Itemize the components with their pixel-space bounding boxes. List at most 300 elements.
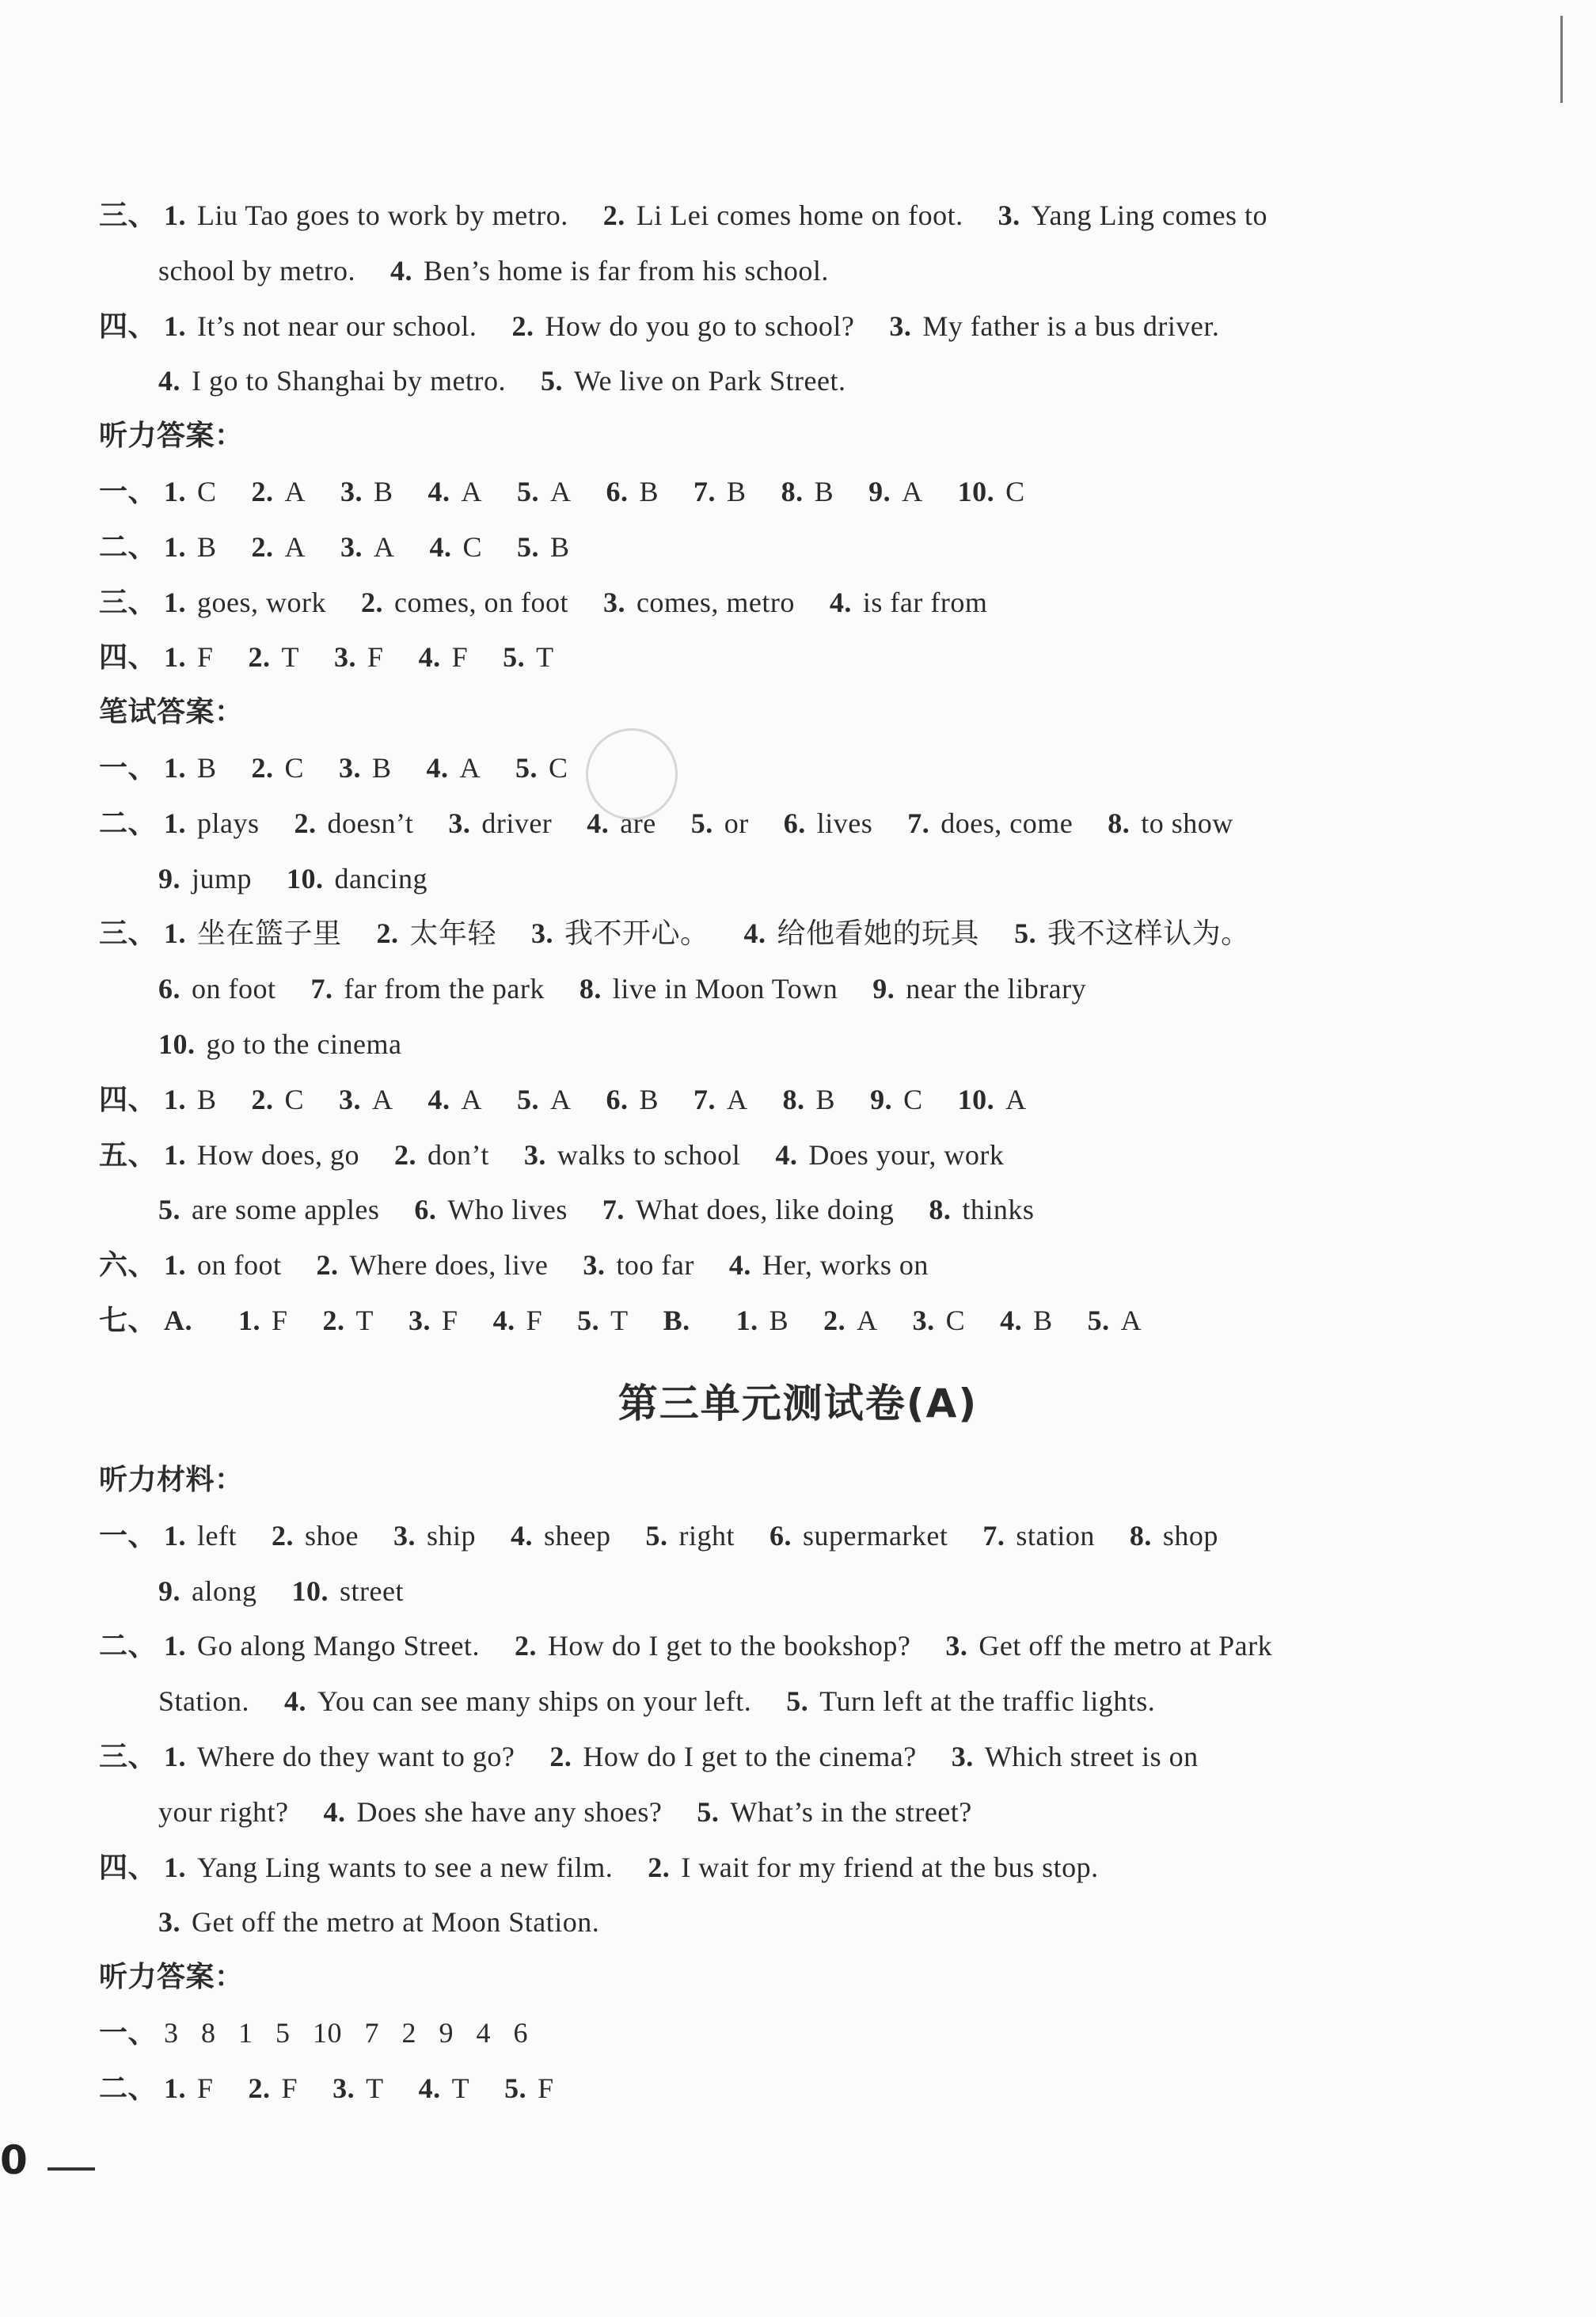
item-text: B: [1033, 1305, 1053, 1336]
item-number: 3.: [332, 2072, 355, 2104]
item-number: 3.: [408, 1305, 431, 1336]
item-text: C: [284, 1083, 305, 1115]
answer-item: [158, 1788, 288, 1836]
answer-item: [340, 523, 395, 571]
item-number: 1.: [164, 917, 186, 950]
item-text: A: [284, 476, 306, 507]
answer-item: [602, 1186, 894, 1233]
answer-item: [340, 468, 393, 515]
item-text: goes, work: [197, 586, 326, 618]
answer-item: [493, 1297, 543, 1344]
item-number: 5.: [577, 1305, 600, 1336]
section-label: 二、: [99, 807, 158, 840]
item-number: 2.: [549, 1741, 572, 1772]
item-text: 我不开心。: [564, 917, 709, 951]
item-text: supermarket: [802, 1519, 948, 1552]
item-text: Yang Ling comes to: [1031, 199, 1267, 231]
answer-item: [158, 247, 355, 294]
item-number: 2.: [360, 586, 383, 618]
subsection-heading: 听力答案：: [99, 1961, 244, 1994]
item-number: 10.: [287, 862, 324, 895]
item-text: doesn’t: [327, 807, 414, 839]
item-text: T: [355, 1305, 374, 1336]
answer-item: [311, 965, 545, 1012]
item-number: 1.: [164, 1741, 186, 1772]
item-text: A: [727, 1083, 748, 1115]
text-line: [158, 1677, 1155, 1725]
text-line: [99, 1297, 1142, 1345]
item-number: 1.: [164, 1138, 186, 1171]
text-line: [99, 302, 1219, 351]
item-number: 7.: [694, 1083, 716, 1115]
answer-item: [164, 1076, 217, 1123]
answer-item: [907, 800, 1073, 847]
item-text: live in Moon Town: [612, 973, 838, 1005]
answer-item: [524, 1131, 740, 1179]
item-text: C: [284, 752, 305, 784]
answer-item: [158, 1186, 379, 1233]
answer-item: [428, 468, 483, 515]
item-text: 太年轻: [409, 917, 497, 951]
answer-item: [419, 2064, 470, 2112]
item-number: 8.: [781, 476, 804, 507]
answer-item: [390, 247, 829, 294]
item-text: your right?: [158, 1795, 289, 1828]
text-line: [99, 1844, 1099, 1892]
item-text: far from the park: [344, 973, 545, 1005]
answer-item: [868, 468, 923, 515]
answer-item: [1014, 910, 1250, 958]
item-text: 给他看她的玩具: [777, 917, 980, 951]
item-text: 我不这样认为。: [1047, 917, 1250, 951]
item-number: 10.: [957, 1083, 995, 1115]
text-line: [99, 523, 570, 572]
answer-item: [377, 910, 497, 958]
item-text: It’s not near our school.: [197, 310, 477, 342]
answer-item: [287, 855, 428, 902]
item-text: B: [769, 1305, 789, 1336]
item-number: 2.: [251, 476, 274, 507]
answer-item: [998, 192, 1267, 239]
text-line: [99, 1076, 1027, 1124]
item-number: 3.: [945, 1630, 968, 1662]
item-number: 3.: [339, 1083, 362, 1115]
item-number: 6.: [783, 807, 806, 839]
page-number-dash: [48, 2167, 95, 2171]
answer-item: [164, 1844, 613, 1891]
item-number: 8.: [782, 1083, 805, 1115]
item-text: B: [727, 476, 747, 507]
item-text: Does she have any shoes?: [356, 1795, 663, 1828]
item-number: 4.: [426, 752, 449, 784]
item-number: 4.: [284, 1685, 307, 1718]
item-number: 1.: [164, 530, 186, 563]
answer-item: [531, 910, 709, 958]
answer-item: [158, 965, 276, 1012]
item-text: F: [451, 641, 469, 674]
item-number: 2.: [648, 1851, 671, 1883]
item-text: jump: [192, 862, 253, 895]
item-number: 3.: [158, 1906, 180, 1939]
item-number: 1.: [164, 641, 186, 674]
text-line: [158, 1186, 1034, 1233]
item-number: 9.: [868, 476, 891, 507]
item-number: 1.: [238, 1305, 260, 1336]
answer-item: [1108, 800, 1233, 847]
item-text: Go along Mango Street.: [197, 1630, 480, 1662]
item-text: go to the cinema: [206, 1028, 402, 1060]
item-text: B: [815, 1083, 836, 1115]
item-text: left: [197, 1519, 237, 1552]
answer-item: [775, 1131, 1004, 1179]
item-number: 2.: [602, 199, 625, 231]
item-number: 8.: [579, 973, 602, 1005]
item-number: 10.: [291, 1574, 329, 1607]
answer-item: [252, 744, 305, 792]
item-text: dancing: [334, 862, 428, 895]
answer-item: [786, 1677, 1155, 1725]
answer-item: [164, 633, 214, 681]
item-number: 5.: [517, 530, 540, 563]
item-number: 4.: [728, 1249, 751, 1282]
answer-item: [164, 1297, 203, 1344]
item-number: 2.: [316, 1249, 339, 1282]
item-number: 7.: [602, 1194, 625, 1226]
item-text: How do I get to the bookshop?: [547, 1630, 911, 1662]
answer-item: [729, 1241, 929, 1289]
item-text: station: [1016, 1519, 1095, 1552]
item-text: Li Lei comes home on foot.: [636, 199, 963, 231]
section-label: 二、: [99, 530, 158, 564]
subsection-heading: 笔试答案：: [99, 696, 244, 729]
item-number: 1.: [735, 1305, 758, 1336]
item-number: 2.: [294, 807, 317, 839]
item-number: 5.: [786, 1685, 809, 1718]
item-number: 5.: [645, 1519, 668, 1552]
answer-item: [164, 468, 217, 515]
answer-item: [164, 744, 217, 792]
text-line: [99, 744, 568, 792]
item-number: 6.: [158, 973, 180, 1005]
section-label: 三、: [99, 1741, 158, 1773]
text-line: [158, 357, 846, 405]
item-text: A: [284, 530, 306, 563]
answer-item: [870, 1076, 923, 1123]
item-text: I wait for my friend at the bus stop.: [681, 1851, 1099, 1883]
item-text: Turn left at the traffic lights.: [819, 1685, 1156, 1718]
item-number: 1.: [164, 1083, 186, 1115]
item-number: 3.: [912, 1305, 935, 1336]
item-number: 1.: [164, 807, 186, 839]
answer-item: [164, 800, 260, 847]
item-text: sheep: [544, 1519, 611, 1552]
item-number: 10.: [158, 1028, 196, 1060]
text-line: [99, 633, 554, 682]
item-number: 5.: [540, 365, 563, 397]
item-number: 10.: [957, 476, 995, 507]
answer-item: [164, 1512, 237, 1559]
answer-item: [158, 1567, 256, 1615]
item-text: T: [281, 641, 300, 674]
text-line: [99, 1241, 929, 1290]
answer-item: [515, 744, 568, 792]
item-text: F: [272, 1305, 288, 1336]
section-label: 一、: [99, 2017, 158, 2049]
text-line: [99, 192, 1267, 240]
text-line: [99, 579, 987, 627]
item-number: 8.: [1129, 1519, 1152, 1552]
text-line: [99, 1131, 1004, 1179]
item-number: 2.: [248, 2072, 271, 2104]
item-text: C: [945, 1305, 966, 1336]
answer-item: [164, 579, 326, 626]
item-number: 3.: [889, 310, 912, 342]
item-text: A: [461, 476, 483, 507]
section-label: 一、: [99, 476, 158, 508]
item-number: 1.: [164, 752, 186, 784]
answer-item: [394, 1131, 489, 1179]
item-number: 3.: [340, 476, 363, 507]
answer-item: [781, 468, 834, 515]
text-line: [158, 1567, 404, 1615]
text-line: [99, 468, 1025, 516]
item-text: right: [678, 1519, 735, 1552]
section-label: 四、: [99, 310, 158, 343]
item-number: 4.: [1000, 1305, 1023, 1336]
answer-item: [694, 1076, 748, 1123]
item-number: B.: [663, 1305, 690, 1336]
item-number: 1.: [164, 586, 186, 618]
item-number: 5.: [158, 1194, 180, 1226]
answer-item: [770, 1512, 948, 1559]
item-number: 4.: [390, 254, 412, 287]
item-number: 2.: [251, 1083, 274, 1115]
section-label: 二、: [99, 2072, 158, 2105]
item-text: Which street is on: [984, 1741, 1199, 1772]
item-text: F: [442, 1305, 458, 1336]
item-text: walks to school: [557, 1138, 741, 1171]
answer-item: [945, 1622, 1272, 1669]
answer-item: [323, 1788, 662, 1836]
item-number: 9.: [158, 1574, 180, 1607]
answer-item: [823, 1297, 878, 1344]
item-number: 3.: [602, 586, 625, 618]
item-text: My father is a bus driver.: [922, 310, 1220, 342]
answer-item: [164, 1131, 359, 1179]
item-number: 1.: [164, 1249, 186, 1282]
item-text: What does, like doing: [635, 1194, 895, 1226]
item-text: 坐在篮子里: [197, 917, 342, 951]
item-text: T: [536, 641, 554, 674]
answer-item: [872, 965, 1086, 1012]
item-number: 3.: [998, 199, 1020, 231]
item-number: 2.: [511, 310, 534, 342]
answer-item: [252, 1076, 305, 1123]
answer-item: [291, 1567, 403, 1615]
item-number: 1.: [164, 1851, 186, 1883]
item-text: to show: [1141, 807, 1233, 839]
answer-item: [697, 1788, 971, 1836]
answer-item: [784, 800, 873, 847]
item-number: 4.: [587, 807, 610, 839]
item-text: Who lives: [447, 1194, 568, 1226]
item-text: A: [1005, 1083, 1027, 1115]
text-line: [158, 965, 1086, 1012]
item-text: school by metro.: [158, 254, 355, 287]
item-text: F: [281, 2072, 298, 2104]
item-text: comes, on foot: [393, 586, 568, 618]
item-text: or: [724, 807, 749, 839]
answer-item: [606, 468, 659, 515]
item-text: on foot: [192, 973, 276, 1005]
page-number: 0: [0, 2137, 28, 2183]
item-number: A.: [164, 1305, 192, 1336]
item-text: Yang Ling wants to see a new film.: [197, 1851, 614, 1883]
answer-item: [503, 633, 554, 681]
answer-item: [158, 1898, 599, 1946]
item-text: along: [192, 1574, 257, 1607]
answer-item: [272, 1512, 359, 1559]
item-number: 7.: [694, 476, 716, 507]
answer-item: [517, 468, 572, 515]
item-text: How do I get to the cinema?: [583, 1741, 917, 1772]
item-text: Station.: [158, 1685, 250, 1718]
item-text: A: [857, 1305, 878, 1336]
answer-item: [587, 800, 656, 847]
answer-item: [952, 1733, 1199, 1780]
item-number: 5.: [690, 807, 713, 839]
section-label: 四、: [99, 1851, 158, 1884]
item-number: 5.: [1087, 1305, 1110, 1336]
text-line: [158, 1020, 401, 1068]
answer-item: [1088, 1297, 1142, 1344]
item-number: 4.: [428, 476, 450, 507]
item-number: 1.: [164, 2072, 186, 2104]
item-number: 8.: [929, 1194, 952, 1226]
subsection-heading: 听力答案：: [99, 420, 244, 453]
answer-item: [691, 800, 749, 847]
answer-item: [1000, 1297, 1053, 1344]
item-text: C: [1005, 476, 1025, 507]
item-number: 2.: [271, 1519, 294, 1552]
item-text: Does your, work: [808, 1138, 1005, 1171]
answer-item: [158, 1677, 249, 1725]
item-text: B: [374, 476, 393, 507]
answer-item: [511, 302, 854, 350]
item-text: A: [374, 530, 395, 563]
text-line: [158, 855, 428, 902]
item-number: 2.: [514, 1630, 537, 1662]
section-label: 七、: [99, 1305, 158, 1337]
item-number: 7.: [310, 973, 333, 1005]
section-label: 三、: [99, 586, 158, 619]
item-text: B: [197, 530, 217, 563]
answer-item: [238, 1297, 288, 1344]
text-line: [158, 247, 829, 294]
item-text: F: [526, 1305, 543, 1336]
item-number: 6.: [769, 1519, 792, 1552]
answer-item: [783, 1076, 836, 1123]
item-text: B: [639, 476, 659, 507]
text-line: [99, 1622, 1272, 1670]
answer-item: [958, 468, 1025, 515]
item-text: ship: [426, 1519, 476, 1552]
item-text: What’s in the street?: [730, 1795, 972, 1828]
item-text: F: [367, 641, 384, 674]
item-number: 2.: [251, 530, 274, 563]
page-edge-mark: [1560, 16, 1563, 103]
answer-item: [164, 302, 477, 350]
answer-item: [339, 1076, 393, 1123]
item-number: 9.: [872, 973, 895, 1005]
item-text: Her, works on: [762, 1249, 929, 1282]
item-text: B: [372, 752, 392, 784]
item-number: 5.: [515, 752, 538, 784]
item-text: T: [451, 2072, 470, 2104]
item-number: 3.: [531, 917, 554, 950]
text-line: [99, 2064, 554, 2113]
answer-item: [252, 523, 306, 571]
item-text: F: [538, 2072, 554, 2104]
item-text: A: [902, 476, 923, 507]
item-number: 3.: [393, 1519, 416, 1552]
item-number: 8.: [1108, 807, 1130, 839]
item-number: 5.: [697, 1795, 720, 1828]
section-label: 四、: [99, 641, 158, 674]
text-line: [99, 800, 1233, 848]
answer-item: [294, 800, 414, 847]
answer-item: [427, 744, 481, 792]
item-number: 3.: [951, 1741, 974, 1772]
answer-item: [580, 965, 838, 1012]
item-text: Where do they want to go?: [197, 1741, 515, 1772]
item-text: plays: [197, 807, 260, 839]
item-text: A: [461, 1083, 483, 1115]
item-text: B: [639, 1083, 659, 1115]
answer-item: [164, 2064, 214, 2112]
item-number: 5.: [504, 2072, 527, 2104]
item-number: 3.: [523, 1138, 546, 1171]
answer-item: [323, 1297, 374, 1344]
answer-item: [663, 1297, 701, 1344]
answer-item: [164, 523, 217, 571]
item-number: 2.: [322, 1305, 345, 1336]
item-text: C: [462, 530, 483, 563]
item-number: 4.: [158, 365, 180, 397]
item-text: thinks: [962, 1194, 1035, 1226]
item-text: near the library: [906, 973, 1087, 1005]
item-text: T: [610, 1305, 629, 1336]
answer-item: [252, 468, 306, 515]
item-text: on foot: [197, 1249, 282, 1282]
item-text: A: [459, 752, 481, 784]
answer-item: [515, 1622, 910, 1669]
item-number: 2.: [251, 752, 274, 784]
item-number: 4.: [418, 2072, 441, 2104]
answer-item: [334, 633, 384, 681]
item-text: Liu Tao goes to work by metro.: [197, 199, 568, 231]
answer-item: [448, 800, 552, 847]
section-label: 一、: [99, 752, 158, 784]
item-text: B: [197, 752, 217, 784]
answer-item: [164, 1733, 515, 1780]
item-number: 6.: [606, 476, 629, 507]
item-number: 1.: [164, 476, 186, 507]
item-text: How do you go to school?: [545, 310, 855, 342]
item-text: are: [620, 807, 656, 839]
answer-item: [317, 1241, 549, 1289]
item-text: does, come: [940, 807, 1074, 839]
